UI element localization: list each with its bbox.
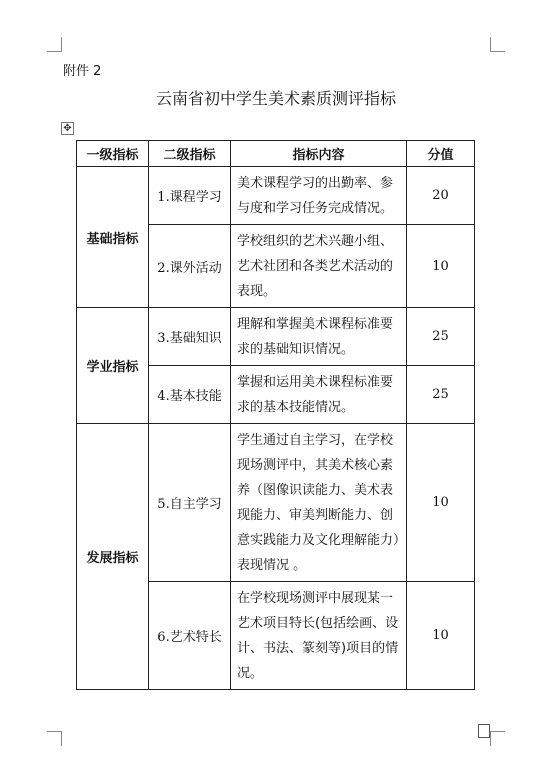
header-level2: 二级指标 [149, 141, 231, 167]
crop-mark-top-left [47, 37, 62, 52]
score-cell: 10 [407, 424, 475, 582]
score-cell: 25 [407, 366, 475, 424]
table-row [77, 167, 475, 225]
crop-mark-bottom-left [47, 731, 62, 746]
table-header-row [77, 141, 475, 167]
score-cell: 20 [407, 167, 475, 225]
attachment-label: 附件 2 [63, 64, 102, 79]
crop-mark-top-right [490, 37, 505, 52]
page-title: 云南省初中学生美术素质测评指标 [155, 89, 396, 108]
table-row [77, 308, 475, 366]
content-cell: 学生通过自主学习，在学校现场测评中，其美术核心素养（图像识读能力、美术表现能力、审美判断能力、创意实践能力及文化理解能力）表现情况 。 [231, 424, 407, 582]
content-cell: 理解和掌握美术课程标准要求的基础知识情况。 [231, 308, 407, 366]
level2-cell: 1.课程学习 [149, 167, 231, 225]
evaluation-table [76, 140, 475, 690]
table-move-handle-icon[interactable]: ✥ [61, 122, 74, 135]
content-cell: 掌握和运用美术课程标准要求的基本技能情况。 [231, 366, 407, 424]
content-cell: 学校组织的艺术兴趣小组、艺术社团和各类艺术活动的表现。 [231, 225, 407, 308]
level2-cell: 2.课外活动 [149, 225, 231, 308]
score-cell: 25 [407, 308, 475, 366]
level1-cell: 基础指标 [77, 167, 149, 308]
level2-cell: 3.基础知识 [149, 308, 231, 366]
level1-cell: 发展指标 [77, 424, 149, 690]
level2-cell: 6.艺术特长 [149, 582, 231, 690]
level2-cell: 5.自主学习 [149, 424, 231, 582]
table-resize-handle-icon[interactable] [478, 724, 490, 738]
content-cell: 在学校现场测评中展现某一艺术项目特长(包括绘画、设计、书法、篆刻等)项目的情况。 [231, 582, 407, 690]
crop-mark-bottom-right [490, 731, 505, 746]
score-cell: 10 [407, 225, 475, 308]
score-cell: 10 [407, 582, 475, 690]
header-content: 指标内容 [231, 141, 407, 167]
level2-cell: 4.基本技能 [149, 366, 231, 424]
content-cell: 美术课程学习的出勤率、参与度和学习任务完成情况。 [231, 167, 407, 225]
header-level1: 一级指标 [77, 141, 149, 167]
level1-cell: 学业指标 [77, 308, 149, 424]
header-score: 分值 [407, 141, 475, 167]
table-row [77, 424, 475, 582]
